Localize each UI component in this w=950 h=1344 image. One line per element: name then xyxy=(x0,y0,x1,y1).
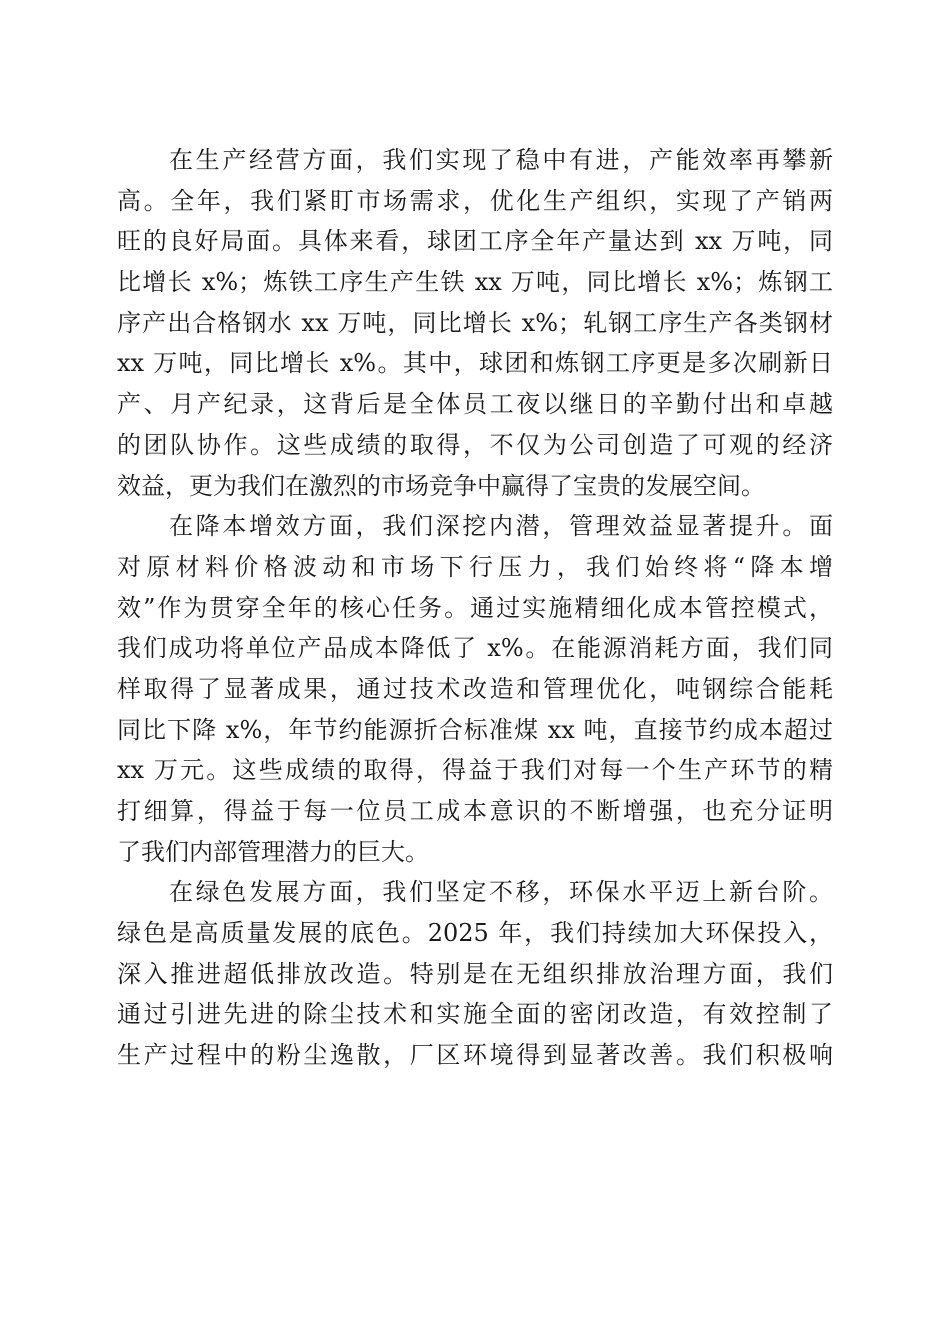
text-line: 深入推进超低排放改造。特别是在无组织排放治理方面，我们 xyxy=(117,959,833,988)
text-line: 对原材料价格波动和市场下行压力，我们始终将“降本增 xyxy=(117,552,833,581)
text-line: 同比下降 x%，年节约能源折合标准煤 xx 吨，直接节约成本超过 xyxy=(117,715,833,744)
paragraph-production xyxy=(117,140,833,506)
paragraph-cost-reduction xyxy=(117,506,833,872)
text-line: 序产出合格钢水 xx 万吨，同比增长 x%；轧钢工序生产各类钢材 xyxy=(117,308,833,337)
text-line: xx 万元。这些成绩的取得，得益于我们对每一个生产环节的精 xyxy=(117,756,833,785)
document-body xyxy=(117,140,833,1076)
text-line: 在生产经营方面，我们实现了稳中有进，产能效率再攀新 xyxy=(169,146,833,174)
text-line: 绿色是高质量发展的底色。2025 年，我们持续加大环保投入， xyxy=(117,919,833,948)
paragraph-green-development xyxy=(117,872,833,1075)
text-line: 在绿色发展方面，我们坚定不移，环保水平迈上新台阶。 xyxy=(169,878,833,907)
text-line: 效益，更为我们在激烈的市场竞争中赢得了宝贵的发展空间。 xyxy=(117,471,765,500)
text-line: 产、月产纪录，这背后是全体员工夜以继日的辛勤付出和卓越 xyxy=(117,390,833,419)
text-line: 样取得了显著成果，通过技术改造和管理优化，吨钢综合能耗 xyxy=(117,674,833,703)
text-line: 旺的良好局面。具体来看，球团工序全年产量达到 xx 万吨，同 xyxy=(117,227,833,256)
text-line: 比增长 x%；炼铁工序生产生铁 xx 万吨，同比增长 x%；炼钢工 xyxy=(117,268,833,297)
text-line: 了我们内部管理潜力的巨大。 xyxy=(117,837,429,866)
text-line: 高。全年，我们紧盯市场需求，优化生产组织，实现了产销两 xyxy=(117,186,833,215)
text-line: 我们成功将单位产品成本降低了 x%。在能源消耗方面，我们同 xyxy=(117,634,833,663)
text-line: 在降本增效方面，我们深挖内潜，管理效益显著提升。面 xyxy=(169,512,833,541)
text-line: xx 万吨，同比增长 x%。其中，球团和炼钢工序更是多次刷新日 xyxy=(117,349,833,378)
text-line: 的团队协作。这些成绩的取得，不仅为公司创造了可观的经济 xyxy=(117,430,833,459)
text-line: 效”作为贯穿全年的核心任务。通过实施精细化成本管控模式， xyxy=(117,593,833,622)
text-line: 打细算，得益于每一位员工成本意识的不断增强，也充分证明 xyxy=(117,797,833,825)
text-line: 通过引进先进的除尘技术和实施全面的密闭改造，有效控制了 xyxy=(117,1000,833,1029)
text-line: 生产过程中的粉尘逸散，厂区环境得到显著改善。我们积极响 xyxy=(117,1041,833,1070)
